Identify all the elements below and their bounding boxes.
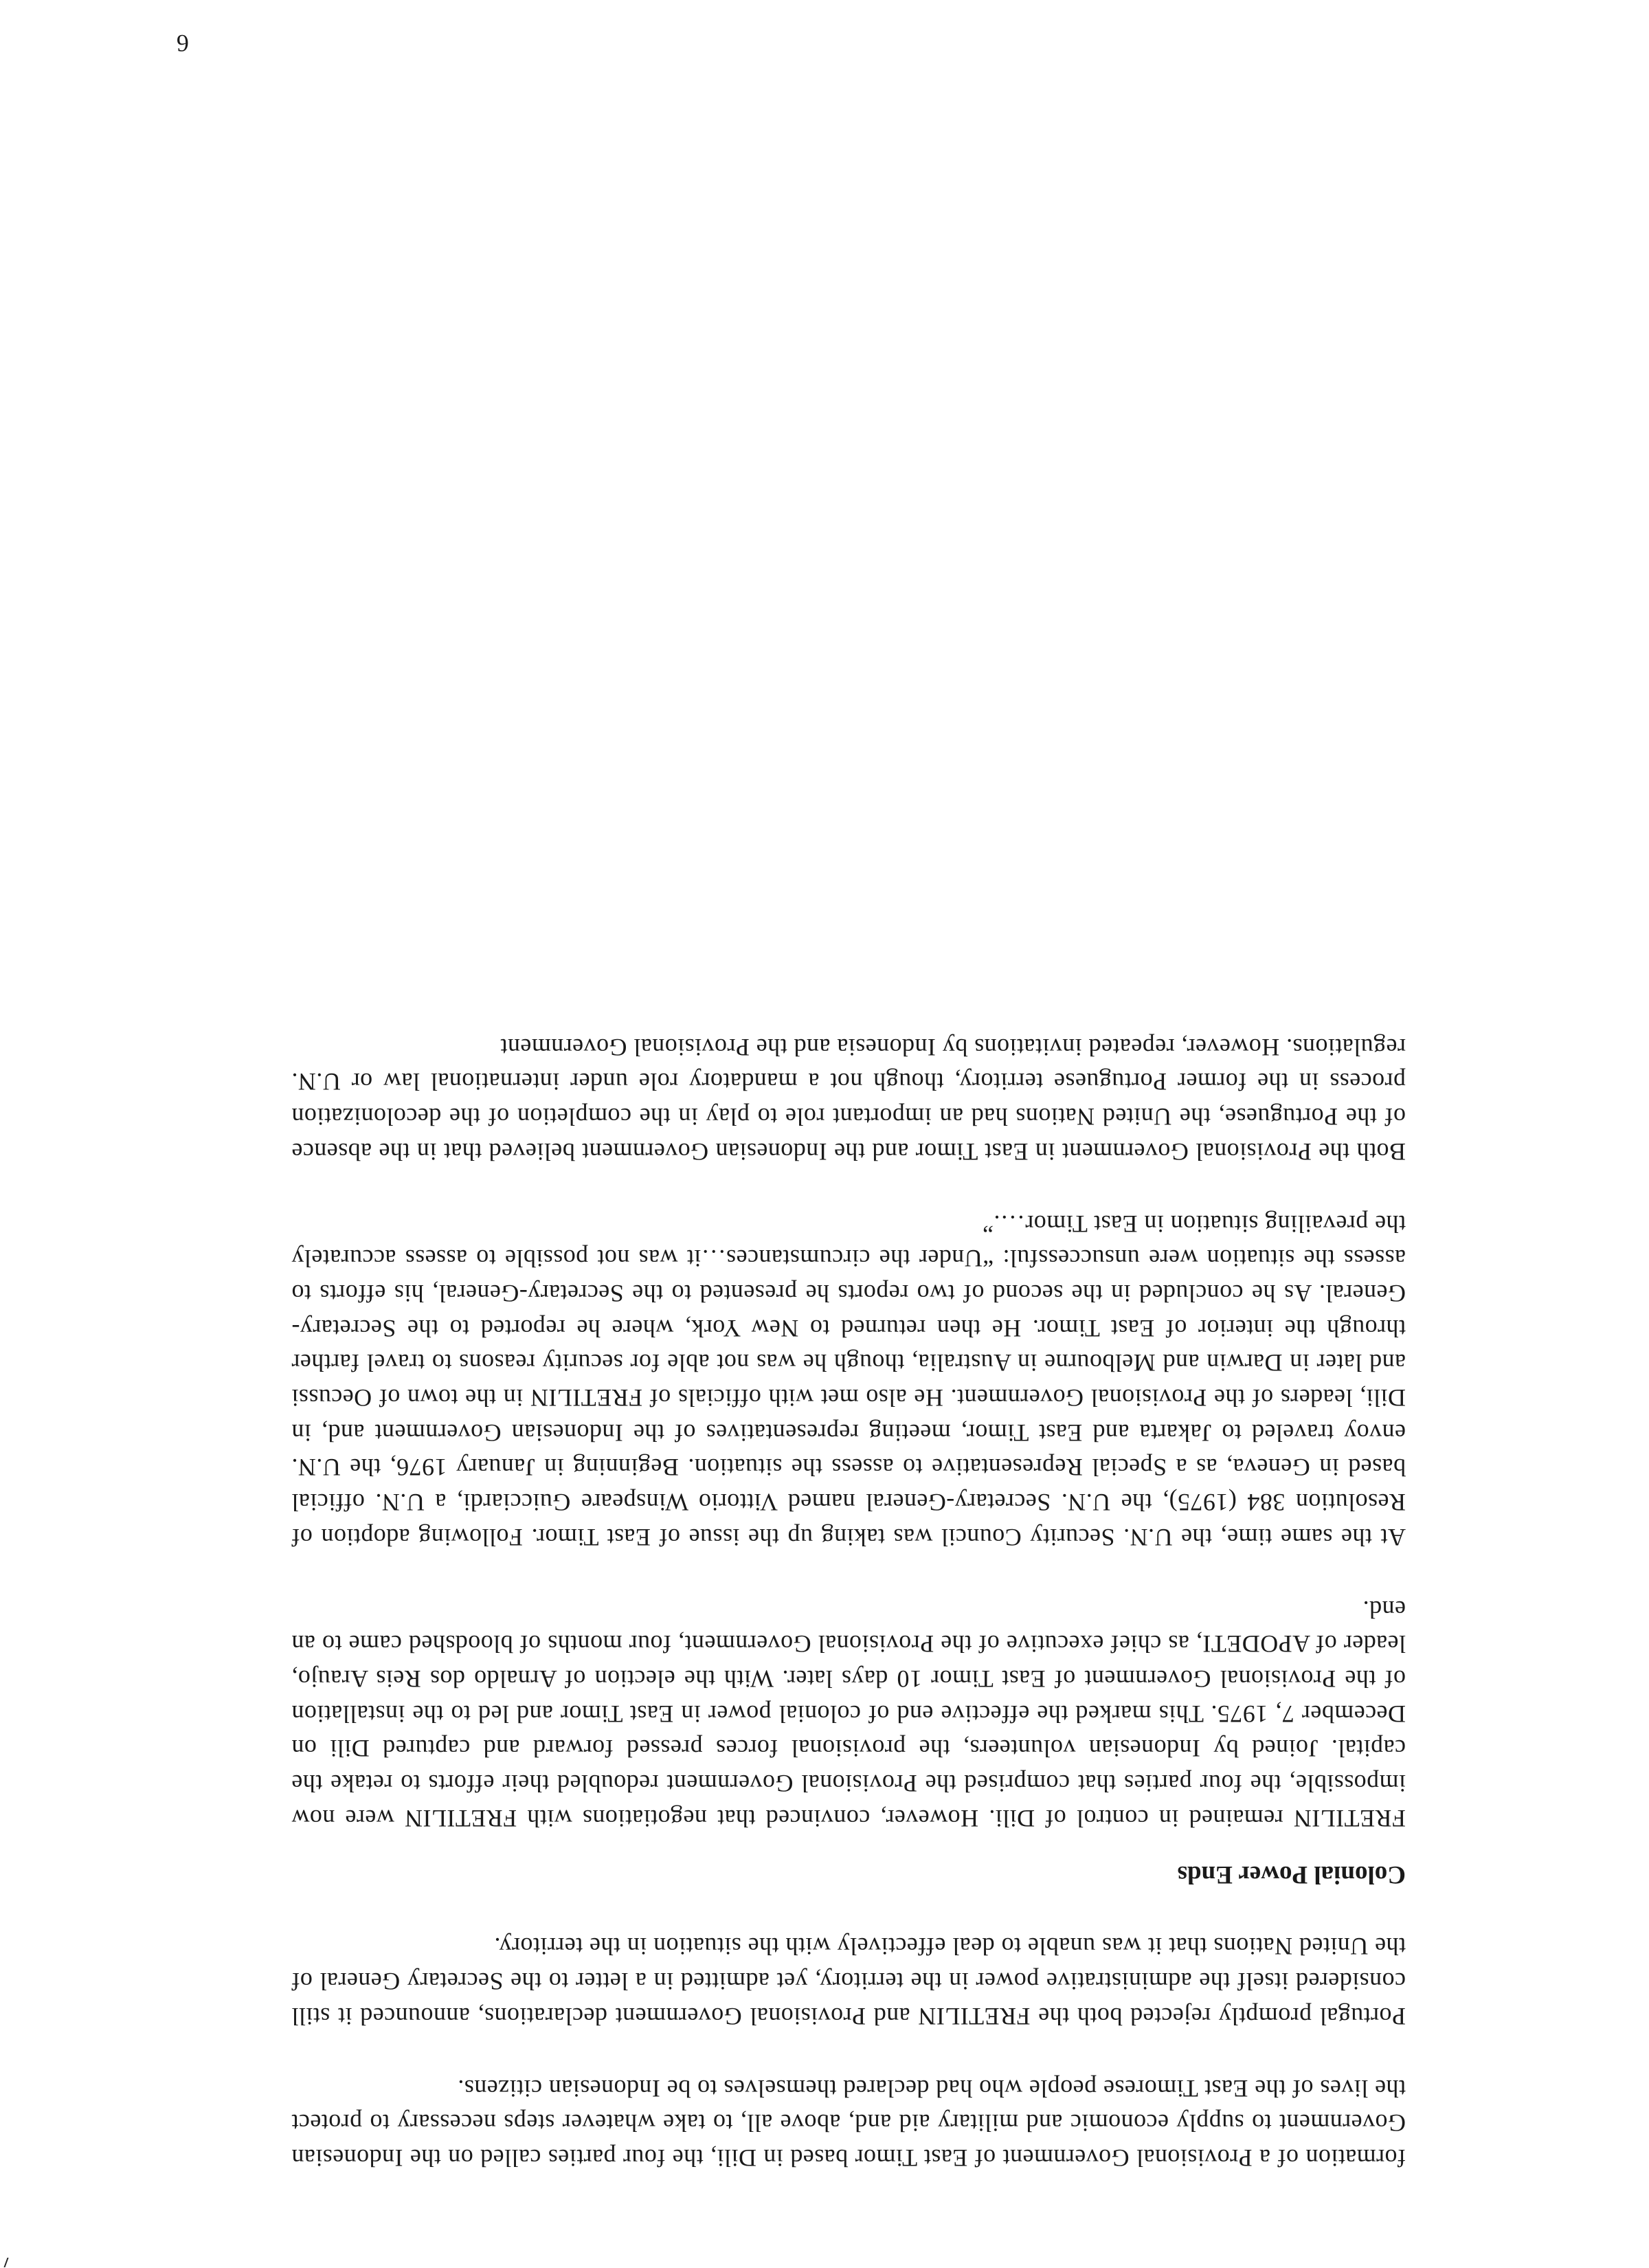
paragraph-un-role: Both the Provisional Government in East Timor and the Indonesian Government believed that in the absence of the Portuguese, the United Nations had an important role to play in the completion of the decolonization process in the former Portuguese territory, though not a mandatory role under international law or U.N. regulations. However, repeated invitations by Indonesia and the Provisional Government	[291, 1033, 1406, 1166]
paragraph-provisional-government-formation: formation of a Provisional Government of East Timor based in Dili, the four parties called on the Indonesian Government to supply economic and military aid and, above all, to take whatever steps necessary to protect the lives of the East Timorese people who had declared themselves to be Indonesian citizens.	[291, 2074, 1406, 2172]
scan-corner-mark	[0, 2258, 9, 2267]
page-number: 6	[177, 30, 189, 57]
paragraph-fretilin-dili: FRETILIN remained in control of Dili. However, convinced that negotiations with FRETILIN were now impossible, the four parties that comprised the Provisional Government redoubled their efforts to retake the capital. Joined by Indonesian volunteers, the provisional forces pressed forward and captured Dili on December 7, 1975. This marked the effective end of colonial power in East Timor and led to the installation of the Provisional Government of East Timor 10 days later. With the election of Arnaldo dos Reis Araujo, leader of APODETI, as chief executive of the Provisional Government, four months of bloodshed came to an end.	[291, 1595, 1406, 1832]
section-heading: Colonial Power Ends	[1177, 1860, 1406, 1889]
page-body	[291, 1030, 1406, 2175]
paragraph-portugal-rejection: Portugal promptly rejected both the FRETILIN and Provisional Government declarations, announced it still considered itself the administrative power in the territory, yet admitted in a letter to the Secretary General of the United Nations that it was unable to deal effectively with the situation in the territory.	[291, 1933, 1406, 2030]
paragraph-security-council: At the same time, the U.N. Security Council was taking up the issue of East Timor. Following adoption of Resolution 384 (1975), the U.N. Secretary-General named Vittorio Winspeare Guicciardi, a U.N. official based in Geneva, as a Special Representative to assess the situation. Beginning in January 1976, the U.N. envoy traveled to Jakarta and East Timor, meeting representatives of the Indonesian Government and, in Dili, leaders of the Provisional Government. He also met with officials of FRETILIN in the town of Oecussi and later in Darwin and Melbourne in Australia, though he was not able for security reasons to travel farther through the interior of East Timor. He then returned to New York, where he reported to the Secretary-General. As he concluded in the second of two reports he presented to the Secretary-General, his efforts to assess the situation were unsuccessful: “Under the circumstances…it was not possible to assess accurately the prevailing situation in East Timor….”	[291, 1210, 1406, 1551]
